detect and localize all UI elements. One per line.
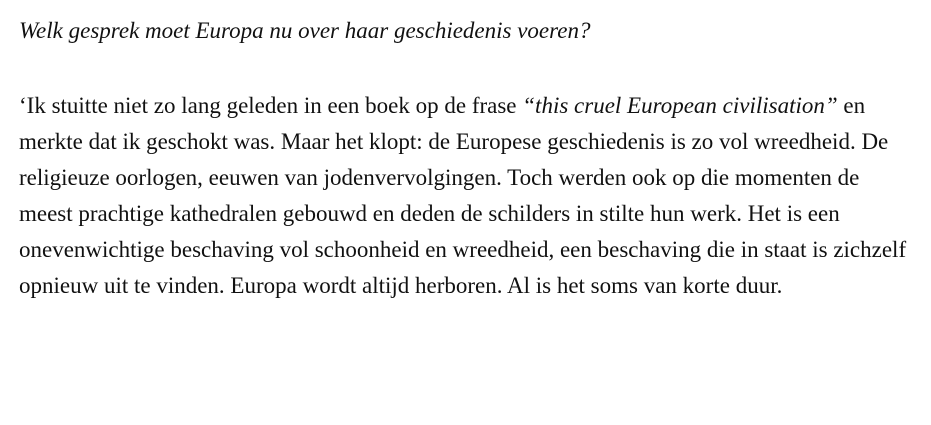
- interview-answer: [19, 88, 914, 304]
- interview-question: Welk gesprek moet Europa nu over haar geschiedenis voeren?: [19, 18, 591, 43]
- answer-quote: “this cruel European civilisation”: [522, 93, 838, 118]
- answer-text-part-1: ‘Ik stuitte niet zo lang geleden in een boek op de frase: [19, 93, 523, 118]
- answer-text-part-2: en merkte dat ik geschokt was. Maar het klopt: de Europese geschiedenis is zo vol wreedheid. De religieuze oorlogen, eeuwen van jodenvervolgingen. Toch werden ook op die momenten de meest prachtige kathedralen gebouwd en deden de schilders in stilte hun werk. Het is een onevenwichtige beschaving vol schoonheid en wreedheid, een beschaving die in staat is zichzelf opnieuw uit te vinden. Europa wordt altijd herboren. Al is het soms van korte duur.: [19, 93, 907, 298]
- article-body: [19, 14, 914, 304]
